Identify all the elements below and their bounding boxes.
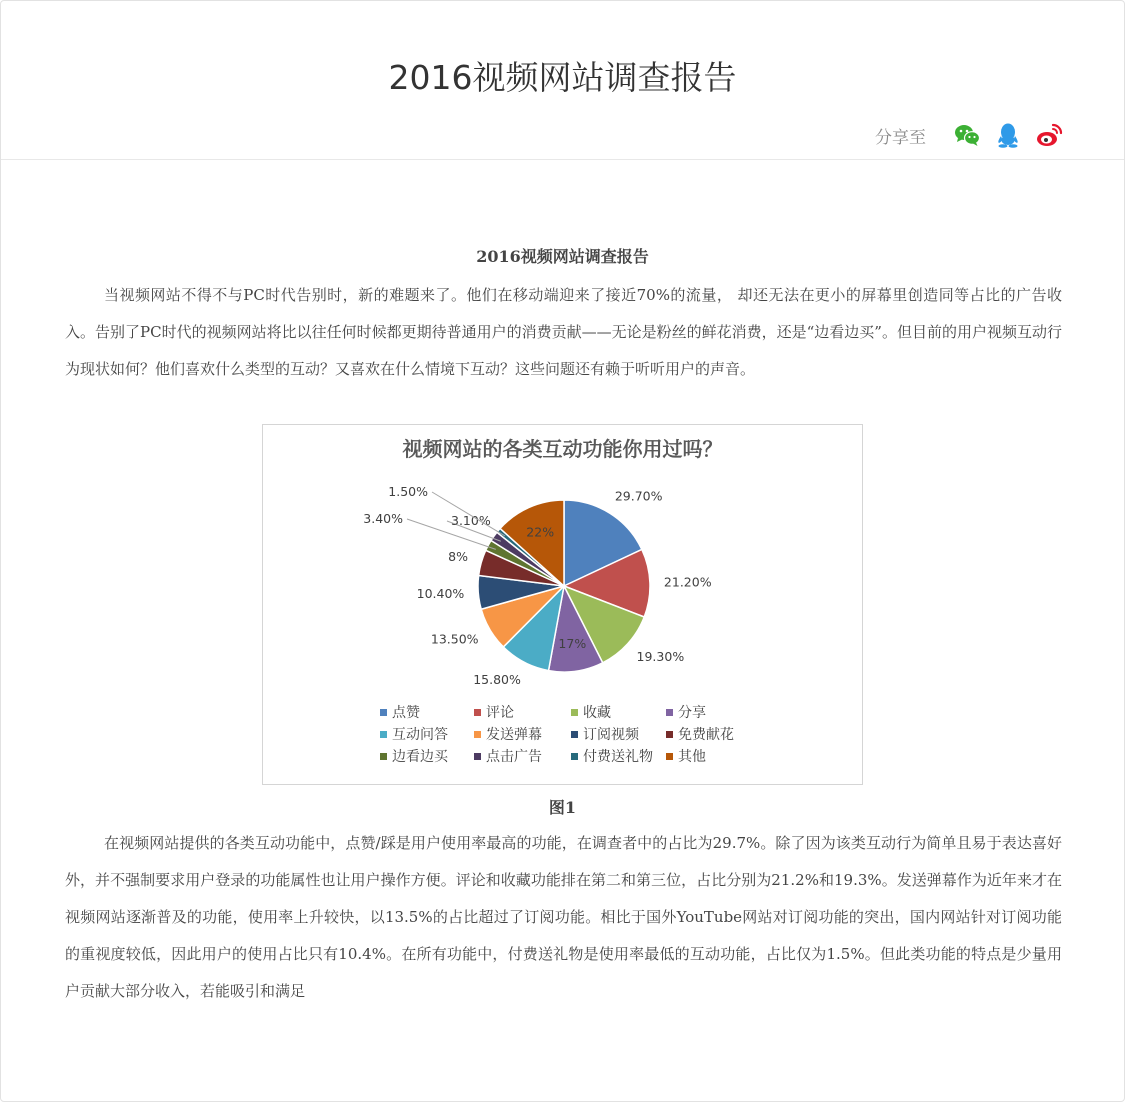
data-label: 13.50% xyxy=(430,631,479,647)
legend-swatch xyxy=(666,731,673,738)
legend-swatch xyxy=(666,709,673,716)
legend-label: 分享 xyxy=(678,705,706,721)
figure-caption: 图1 xyxy=(548,798,577,817)
wechat-icon[interactable] xyxy=(953,121,981,149)
page-title: 2016视频网站调查报告 xyxy=(388,58,737,97)
legend-swatch xyxy=(380,709,387,716)
legend-swatch xyxy=(380,753,387,760)
legend-label: 收藏 xyxy=(583,705,611,721)
data-label: 22% xyxy=(526,524,555,540)
legend-label: 其他 xyxy=(678,749,706,765)
weibo-icon[interactable] xyxy=(1035,121,1063,149)
data-label: 17% xyxy=(558,635,587,651)
chart-title: 视频网站的各类互动功能你用过吗？ xyxy=(402,437,723,461)
pie-chart xyxy=(263,425,862,784)
qq-icon[interactable] xyxy=(994,121,1022,149)
legend-label: 点击广告 xyxy=(486,749,542,765)
legend-label: 发送弹幕 xyxy=(486,727,542,743)
legend-label: 评论 xyxy=(486,705,514,721)
data-label: 21.20% xyxy=(663,574,712,590)
share-label: 分享至 xyxy=(875,127,926,148)
intro-paragraph: 当视频网站不得不与PC时代告别时，新的难题来了。他们在移动端迎来了接近70%的流量， 却还无法在更小的屏幕里创造同等占比的广告收入。告别了PC时代的视频网站将比以往任何时候都更期待普通用户的消费贡献——无论是粉丝的鲜花消费，还是“边看边买”。但目前的用户视频互动行为现状如何？他们喜欢什么类型的互动？又喜欢在什么情境下互动？这些问题还有赖于听听用户的声音。 xyxy=(65,286,1062,378)
legend-swatch xyxy=(474,753,481,760)
data-label: 1.50% xyxy=(388,484,428,499)
legend-swatch xyxy=(666,753,673,760)
data-label: 3.40% xyxy=(363,511,403,526)
legend-swatch xyxy=(474,731,481,738)
data-label: 15.80% xyxy=(473,671,521,687)
legend-label: 边看边买 xyxy=(392,749,448,765)
data-label: 29.70% xyxy=(614,488,663,504)
legend-label: 免费献花 xyxy=(678,727,734,743)
pie-chart-figure xyxy=(262,424,863,785)
legend-label: 互动问答 xyxy=(392,727,448,743)
legend-label: 订阅视频 xyxy=(583,727,639,743)
data-label: 19.30% xyxy=(636,649,685,665)
data-label: 10.40% xyxy=(416,585,465,601)
share-bar xyxy=(875,121,1063,149)
legend-label: 点赞 xyxy=(392,705,420,721)
legend-swatch xyxy=(380,731,387,738)
legend-swatch xyxy=(571,709,578,716)
header-divider xyxy=(1,159,1124,160)
data-label: 8% xyxy=(448,549,468,565)
legend-swatch xyxy=(571,731,578,738)
data-label: 3.10% xyxy=(451,513,491,528)
legend-swatch xyxy=(571,753,578,760)
legend-swatch xyxy=(474,709,481,716)
legend-label: 付费送礼物 xyxy=(583,749,653,765)
analysis-paragraph: 在视频网站提供的各类互动功能中，点赞/踩是用户使用率最高的功能，在调查者中的占比为29.7%。除了因为该类互动行为简单且易于表达喜好外，并不强制要求用户登录的功能属性也让用户操作方便。评论和收藏功能排在第二和第三位，占比分别为21.2%和19.3%。发送弹幕作为近年来才在视频网站逐渐普及的功能，使用率上升较快，以13.5%的占比超过了订阅功能。相比于国外YouTube网站对订阅功能的突出，国内网站针对订阅功能的重视度较低，因此用户的使用占比只有10.4%。在所有功能中，付费送礼物是使用率最低的互动功能，占比仅为1.5%。但此类功能的特点是少量用户贡献大部分收入，若能吸引和满足 xyxy=(65,834,1062,1000)
article-heading: 2016视频网站调查报告 xyxy=(476,247,649,266)
